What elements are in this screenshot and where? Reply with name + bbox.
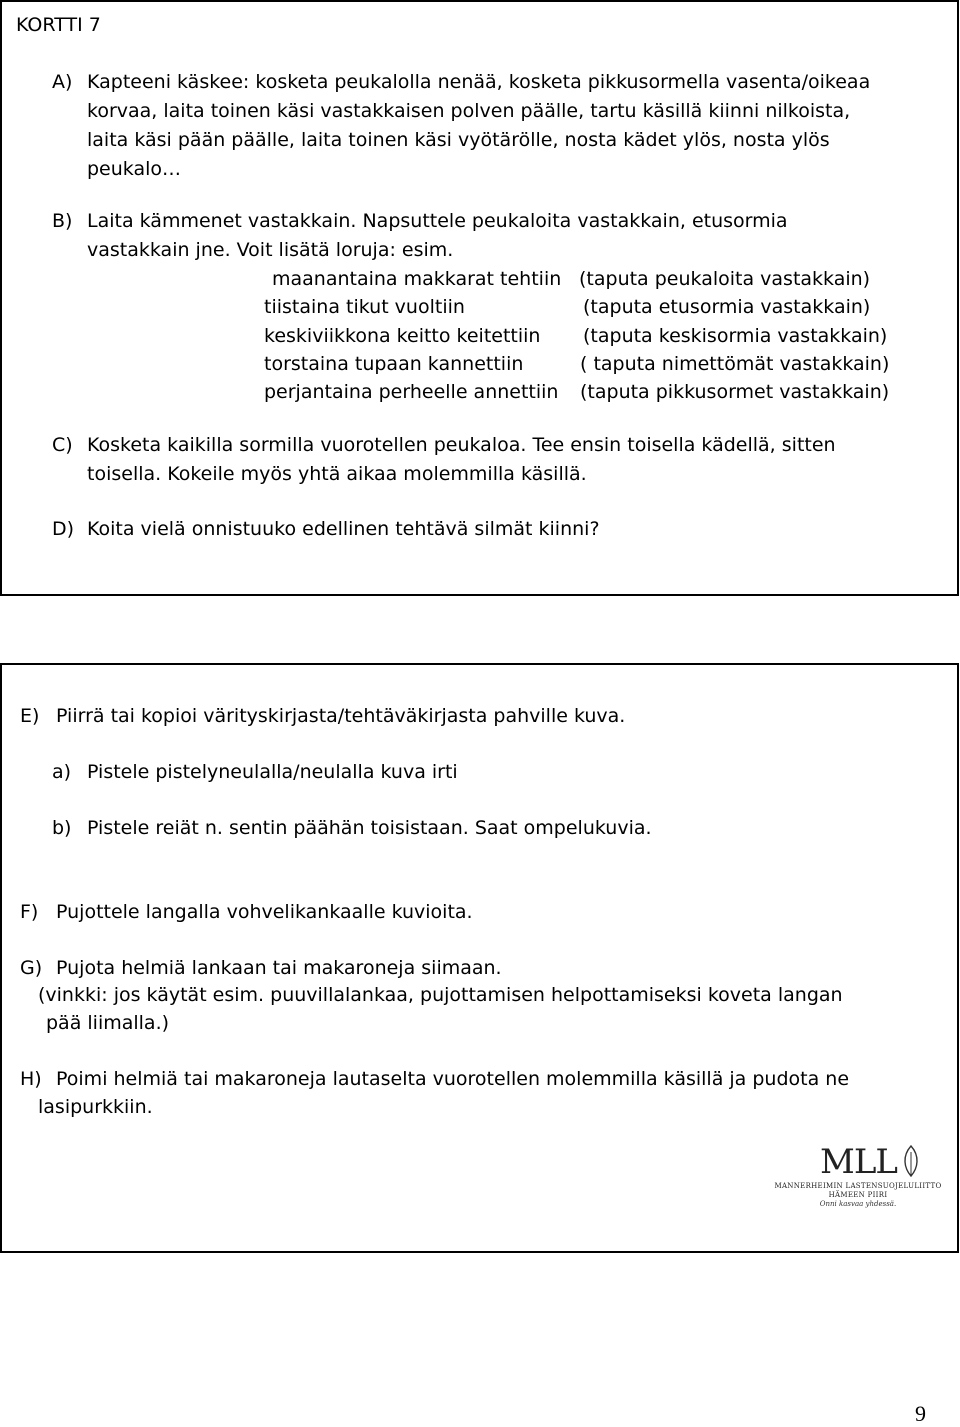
section-a-line-2: korvaa, laita toinen käsi vastakkaisen polven päälle, tartu käsillä kiinni nilkoista, <box>87 100 851 122</box>
logo-leaf-icon <box>898 1144 924 1178</box>
section-g-hint-line-1: (vinkki: jos käytät esim. puuvillalankaa, pujottamisen helpottamiseksi koveta langan <box>38 984 843 1006</box>
page-number: 9 <box>915 1401 926 1426</box>
section-h-label: H) <box>20 1068 42 1090</box>
section-e-sub-b-text: Pistele reiät n. sentin päähän toisistaan. Saat ompelukuvia. <box>87 817 652 839</box>
section-b-line-2: vastakkain jne. Voit lisätä loruja: esim. <box>87 239 454 261</box>
section-g-hint-line-2: pää liimalla.) <box>46 1012 170 1034</box>
card-title: KORTTI 7 <box>16 14 101 36</box>
section-g-text: Pujota helmiä lankaan tai makaroneja siimaan. <box>56 957 502 979</box>
section-d-text: Koita vielä onnistuuko edellinen tehtävä silmät kiinni? <box>87 518 600 540</box>
section-b-label: B) <box>52 210 73 232</box>
logo-org-text <box>768 1182 948 1200</box>
section-d-label: D) <box>52 518 75 540</box>
section-e-label: E) <box>20 705 40 727</box>
rhyme-verse: perjantaina perheelle annettiin <box>264 381 559 403</box>
section-e-sub-b-label: b) <box>52 817 72 839</box>
section-a-label: A) <box>52 71 73 93</box>
section-a-line-1: Kapteeni käskee: kosketa peukalolla nenää, kosketa pikkusormella vasenta/oikeaa <box>87 71 871 93</box>
section-h-line-2: lasipurkkiin. <box>38 1096 153 1118</box>
section-a-line-3: laita käsi pään päälle, laita toinen käsi vyötärölle, nosta kädet ylös, nosta ylös <box>87 129 830 151</box>
section-f-text: Pujottele langalla vohvelikankaalle kuvioita. <box>56 901 473 923</box>
section-g-label: G) <box>20 957 43 979</box>
section-b-line-1: Laita kämmenet vastakkain. Napsuttele peukaloita vastakkain, etusormia <box>87 210 788 232</box>
section-a-line-4: peukalo… <box>87 158 182 180</box>
rhyme-action: (taputa etusormia vastakkain) <box>583 296 871 318</box>
section-c-line-1: Kosketa kaikilla sormilla vuorotellen peukaloa. Tee ensin toisella kädellä, sitten <box>87 434 836 456</box>
rhyme-action: (taputa keskisormia vastakkain) <box>583 325 888 347</box>
rhyme-verse: maanantaina makkarat tehtiin <box>272 268 562 290</box>
rhyme-action: ( taputa nimettömät vastakkain) <box>580 353 890 375</box>
section-f-label: F) <box>20 901 39 923</box>
section-e-sub-a-text: Pistele pistelyneulalla/neulalla kuva irti <box>87 761 458 783</box>
rhyme-verse: torstaina tupaan kannettiin <box>264 353 524 375</box>
rhyme-verse: tiistaina tikut vuoltiin <box>264 296 465 318</box>
logo-org-line-1: MANNERHEIMIN LASTENSUOJELULIITTO <box>774 1182 942 1190</box>
rhyme-verse: keskiviikkona keitto keitettiin <box>264 325 541 347</box>
logo-mark: MLL <box>820 1142 897 1182</box>
logo-org-line-2: HÄMEEN PIIRI <box>828 1191 888 1199</box>
section-c-label: C) <box>52 434 73 456</box>
rhyme-action: (taputa peukaloita vastakkain) <box>579 268 871 290</box>
mll-logo <box>768 1142 948 1214</box>
section-e-text: Piirrä tai kopioi värityskirjasta/tehtäväkirjasta pahville kuva. <box>56 705 626 727</box>
section-c-line-2: toisella. Kokeile myös yhtä aikaa molemmilla käsillä. <box>87 463 587 485</box>
logo-slogan: Onni kasvaa yhdessä. <box>819 1200 897 1208</box>
section-e-sub-a-label: a) <box>52 761 72 783</box>
section-h-line-1: Poimi helmiä tai makaroneja lautaselta vuorotellen molemmilla käsillä ja pudota ne <box>56 1068 850 1090</box>
rhyme-action: (taputa pikkusormet vastakkain) <box>580 381 890 403</box>
